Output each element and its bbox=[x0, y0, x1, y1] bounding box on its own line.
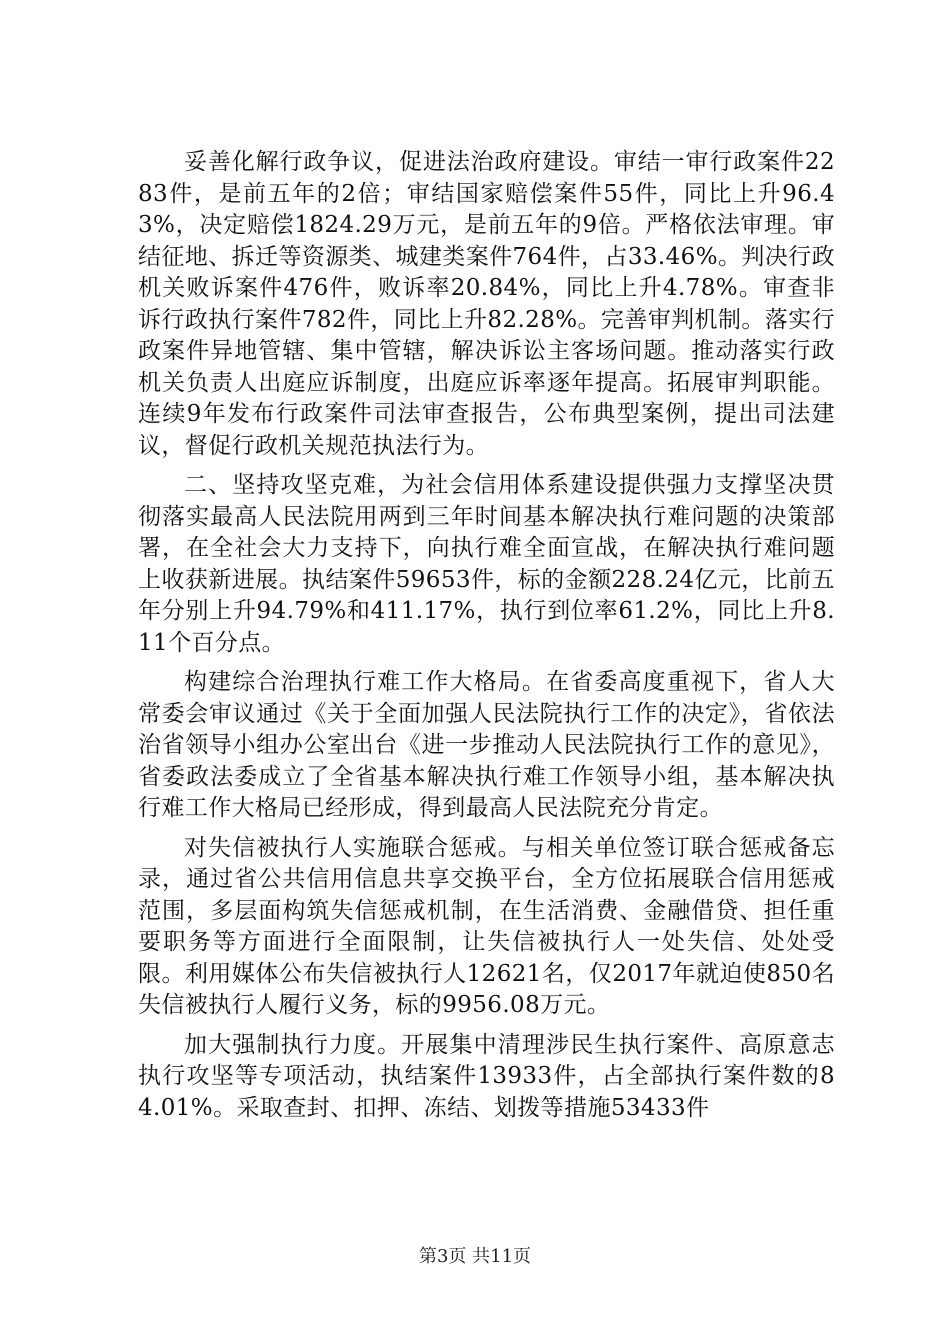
document-body bbox=[138, 147, 835, 1124]
paragraph-joint-punishment: 对失信被执行人实施联合惩戒。与相关单位签订联合惩戒备忘录，通过省公共信用信息共享交换平台，全方位拓展联合信用惩戒范围，多层面构筑失信惩戒机制，在生活消费、金融借贷、担任重要职务等方面进行全面限制，让失信被执行人一处失信、处处受限。利用媒体公布失信被执行人12621名，仅2017年就迫使850名失信被执行人履行义务，标的9956.08万元。 bbox=[138, 834, 835, 1018]
paragraph-enforcement-framework: 构建综合治理执行难工作大格局。在省委高度重视下，省人大常委会审议通过《关于全面加强人民法院执行工作的决定》，省依法治省领导小组办公室出台《进一步推动人民法院执行工作的意见》，省委政法委成立了全省基本解决执行难工作领导小组，基本解决执行难工作大格局已经形成，得到最高人民法院充分肯定。 bbox=[138, 669, 835, 821]
paragraph-credit-system: 二、坚持攻坚克难，为社会信用体系建设提供强力支撑坚决贯彻落实最高人民法院用两到三年时间基本解决执行难问题的决策部署，在全社会大力支持下，向执行难全面宣战，在解决执行难问题上收获新进展。执结案件59653件，标的金额228.24亿元，比前五年分别上升94.79%和411.17%，执行到位率61.2%，同比上升8.11个百分点。 bbox=[138, 472, 835, 656]
page-footer: 第3页 共11页 bbox=[418, 1246, 532, 1267]
paragraph-administrative-disputes: 妥善化解行政争议，促进法治政府建设。审结一审行政案件2283件，是前五年的2倍；审结国家赔偿案件55件，同比上升96.43%，决定赔偿1824.29万元，是前五年的9倍。严格依法审理。审结征地、拆迁等资源类、城建类案件764件，占33.46%。判决行政机关败诉案件476件，败诉率20.84%，同比上升4.78%。审查非诉行政执行案件782件，同比上升82.28%。完善审判机制。落实行政案件异地管辖、集中管辖，解决诉讼主客场问题。推动落实行政机关负责人出庭应诉制度，出庭应诉率逐年提高。拓展审判职能。连续9年发布行政案件司法审查报告，公布典型案例，提出司法建议，督促行政机关规范执法行为。 bbox=[138, 149, 835, 459]
paragraph-enforcement-intensity: 加大强制执行力度。开展集中清理涉民生执行案件、高原意志执行攻坚等专项活动，执结案件13933件，占全部执行案件数的84.01%。采取查封、扣押、冻结、划拨等措施53433件 bbox=[138, 1031, 835, 1121]
